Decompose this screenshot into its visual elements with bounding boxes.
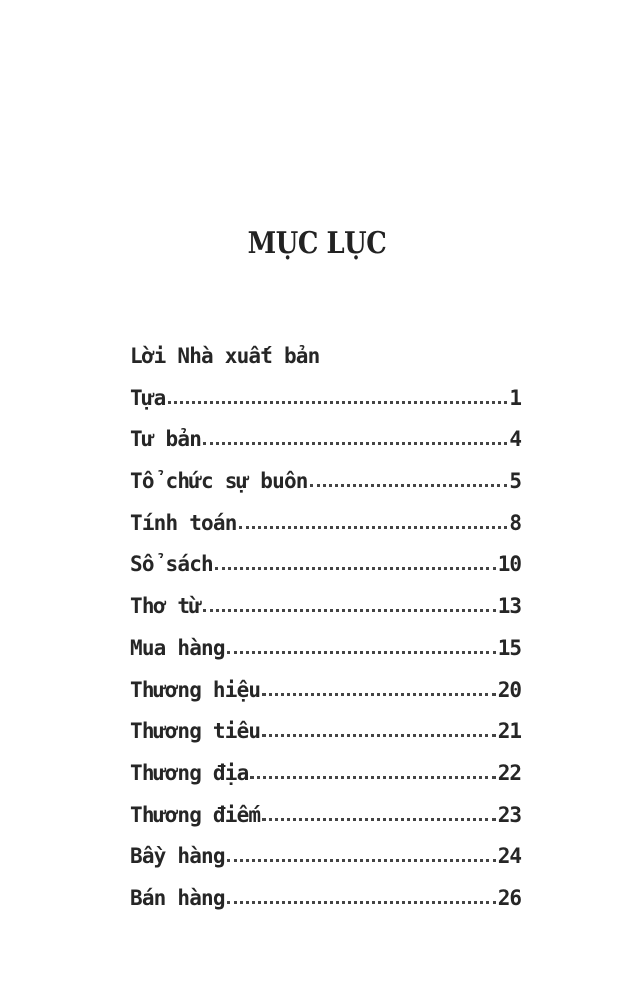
toc-entry bbox=[130, 427, 521, 469]
toc-entry bbox=[130, 761, 521, 803]
toc-entry-label: Thơ từ bbox=[130, 594, 202, 619]
toc-entry-page: 4 bbox=[509, 427, 521, 452]
toc-entry bbox=[130, 552, 521, 594]
toc-entry bbox=[130, 594, 521, 636]
toc-entry bbox=[130, 511, 521, 553]
toc-entry-label: Thương điếm bbox=[130, 802, 261, 827]
page-title: MỤC LỤC bbox=[247, 226, 387, 261]
toc-entry-page: 8 bbox=[509, 510, 521, 535]
dot-leader bbox=[203, 609, 496, 612]
toc-entry-page: 5 bbox=[509, 469, 521, 494]
toc-entry-label: Thương hiệu bbox=[130, 677, 261, 702]
table-of-contents bbox=[130, 344, 521, 928]
toc-entry-page: 13 bbox=[497, 594, 521, 619]
toc-entry-page: 26 bbox=[497, 885, 521, 910]
dot-leader bbox=[227, 901, 496, 904]
dot-leader bbox=[227, 859, 496, 862]
toc-entry bbox=[130, 844, 521, 886]
toc-entry-label: Tư bản bbox=[130, 427, 202, 452]
toc-entry-label: Bầy hàng bbox=[130, 844, 225, 869]
toc-entry-label: Sổ sách bbox=[130, 552, 213, 577]
dot-leader bbox=[203, 442, 507, 445]
dot-leader bbox=[215, 567, 496, 570]
toc-entry-label: Mua hàng bbox=[130, 635, 225, 660]
toc-entry bbox=[130, 636, 521, 678]
toc-entry bbox=[130, 386, 521, 428]
toc-entry-page: 23 bbox=[497, 802, 521, 827]
dot-leader bbox=[168, 401, 508, 404]
toc-entry bbox=[130, 719, 521, 761]
toc-entry bbox=[130, 886, 521, 928]
toc-entry bbox=[130, 344, 521, 386]
toc-entry-label: Thương tiêu bbox=[130, 719, 261, 744]
toc-entry-label: Thương địa bbox=[130, 760, 249, 785]
toc-entry-label: Tựa bbox=[130, 385, 166, 410]
dot-leader bbox=[227, 651, 496, 654]
toc-entry-label: Tổ chức sự buôn bbox=[130, 469, 308, 494]
toc-entry-page: 24 bbox=[497, 844, 521, 869]
dot-leader bbox=[262, 818, 495, 821]
toc-entry-page: 10 bbox=[497, 552, 521, 577]
toc-entry bbox=[130, 678, 521, 720]
dot-leader bbox=[250, 776, 495, 779]
toc-entry bbox=[130, 803, 521, 845]
toc-entry-label: Lời Nhà xuất bản bbox=[130, 344, 320, 368]
toc-entry-page: 1 bbox=[509, 385, 521, 410]
toc-entry-label: Bán hàng bbox=[130, 885, 225, 910]
dot-leader bbox=[262, 734, 495, 737]
dot-leader bbox=[239, 526, 508, 529]
toc-entry-page: 22 bbox=[497, 760, 521, 785]
toc-entry-page: 15 bbox=[497, 635, 521, 660]
dot-leader bbox=[262, 693, 495, 696]
toc-entry bbox=[130, 469, 521, 511]
toc-entry-label: Tính toán bbox=[130, 510, 237, 535]
toc-entry-page: 20 bbox=[497, 677, 521, 702]
toc-entry-page: 21 bbox=[497, 719, 521, 744]
dot-leader bbox=[310, 484, 508, 487]
